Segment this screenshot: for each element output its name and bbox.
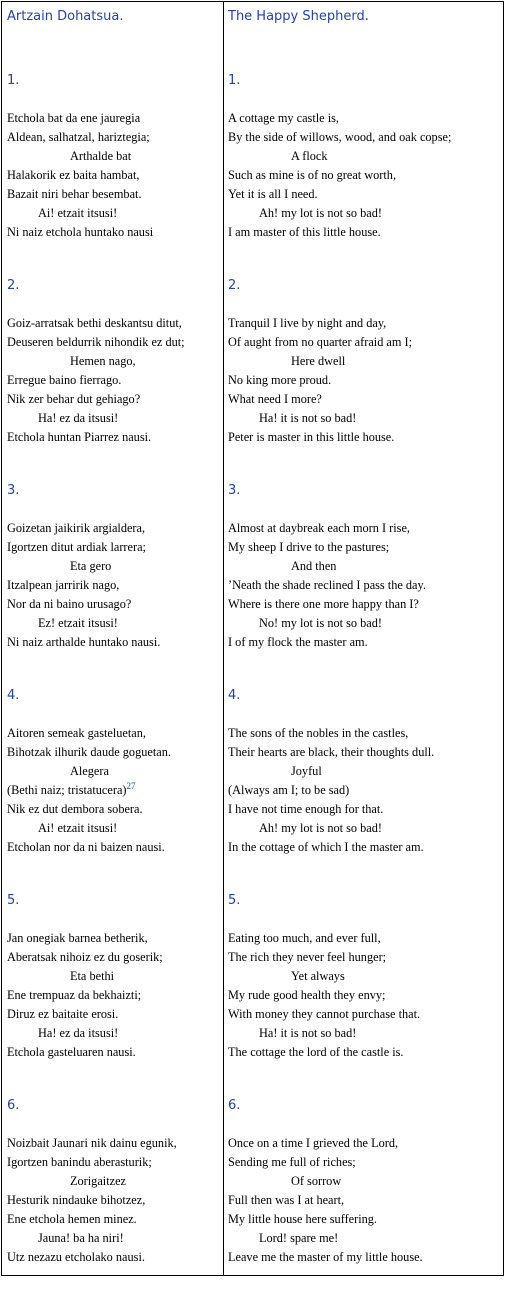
verse-line — [228, 838, 434, 857]
verse-line — [228, 166, 451, 185]
verse-text: Itzalpean jarririk nago, — [7, 578, 120, 592]
stanza-lines — [7, 519, 160, 652]
verse-text: Diruz ez baitaite erosi. — [7, 1007, 119, 1021]
verse-line — [7, 166, 153, 185]
verse-text: Hemen nago, — [70, 354, 136, 368]
verse-text: Goizetan jaikirik argialdera, — [7, 521, 146, 535]
verse-text: Here dwell — [291, 354, 346, 368]
verse-text: Ni naiz arthalde huntako nausi. — [7, 635, 161, 649]
verse-text: A flock — [291, 149, 328, 163]
verse-text: By the side of willows, wood, and oak copse; — [228, 130, 452, 144]
verse-line — [228, 1191, 423, 1210]
stanza-number: 6. — [7, 1098, 20, 1113]
verse-line — [228, 147, 451, 166]
stanza-lines — [7, 314, 185, 447]
verse-line — [7, 557, 160, 576]
verse-line — [7, 1134, 177, 1153]
stanza-number: 3. — [228, 483, 241, 498]
verse-text: Their hearts are black, their thoughts dull. — [228, 745, 435, 759]
stanza-lines — [228, 519, 426, 652]
verse-text: No king more proud. — [228, 373, 332, 387]
verse-line — [7, 314, 185, 333]
verse-line — [228, 409, 412, 428]
verse-line — [7, 1043, 163, 1062]
stanza-lines — [7, 109, 153, 242]
verse-line — [7, 390, 185, 409]
stanza-number: 6. — [228, 1098, 241, 1113]
verse-text: In the cottage of which I the master am. — [228, 840, 424, 854]
stanza-lines — [7, 929, 163, 1062]
verse-line — [7, 633, 160, 652]
verse-line — [228, 371, 412, 390]
verse-line — [7, 519, 160, 538]
verse-line — [7, 1229, 177, 1248]
verse-text: Almost at daybreak each morn I rise, — [228, 521, 410, 535]
verse-line — [228, 800, 434, 819]
verse-line — [228, 557, 426, 576]
verse-text: Bihotzak ilhurik daude goguetan. — [7, 745, 171, 759]
verse-line — [7, 147, 153, 166]
verse-line — [228, 986, 420, 1005]
verse-text: Zorigaitzez — [70, 1174, 126, 1188]
verse-line — [228, 314, 412, 333]
basque-title: Artzain Dohatsua. — [7, 9, 124, 24]
verse-line — [7, 800, 171, 819]
verse-text: Arthalde bat — [70, 149, 132, 163]
verse-line — [7, 1191, 177, 1210]
verse-text: (Always am I; to be sad) — [228, 783, 350, 797]
stanza-number: 4. — [228, 688, 241, 703]
verse-text: Nik zer behar dut gehiago? — [7, 392, 141, 406]
verse-text: Sending me full of riches; — [228, 1155, 356, 1169]
verse-line — [228, 819, 434, 838]
verse-text: With money they cannot purchase that. — [228, 1007, 421, 1021]
verse-line — [7, 1153, 177, 1172]
verse-text: Goiz-arratsak bethi deskantsu ditut, — [7, 316, 182, 330]
verse-text: Erregue baino fierrago. — [7, 373, 122, 387]
verse-line — [7, 1210, 177, 1229]
verse-text: Bazait niri behar besembat. — [7, 187, 142, 201]
stanza-number: 5. — [228, 893, 241, 908]
verse-text: Halakorik ez baita hambat, — [7, 168, 140, 182]
verse-text: Ha! it is not so bad! — [259, 411, 357, 425]
english-title: The Happy Shepherd. — [228, 9, 369, 24]
verse-line — [7, 538, 160, 557]
verse-text: Etchola bat da ene jauregia — [7, 111, 141, 125]
verse-text: Of aught from no quarter afraid am I; — [228, 335, 413, 349]
verse-line — [7, 109, 153, 128]
verse-line — [228, 128, 451, 147]
stanza-number: 3. — [7, 483, 20, 498]
verse-text: Ai! etzait itsusi! — [38, 206, 118, 220]
column-divider — [223, 2, 224, 1275]
verse-text: I of my flock the master am. — [228, 635, 368, 649]
verse-line — [7, 185, 153, 204]
verse-text: Yet it is all I need. — [228, 187, 318, 201]
verse-line — [7, 948, 163, 967]
verse-text: Aitoren semeak gasteluetan, — [7, 726, 146, 740]
verse-line — [228, 1153, 423, 1172]
verse-text: (Bethi naiz; tristatucera) — [7, 783, 127, 797]
verse-text: Utz nezazu etcholako nausi. — [7, 1250, 145, 1264]
verse-line — [7, 781, 171, 800]
verse-text: Ene etchola hemen minez. — [7, 1212, 137, 1226]
verse-text: Tranquil I live by night and day, — [228, 316, 387, 330]
verse-text: Of sorrow — [291, 1174, 342, 1188]
verse-line — [228, 1210, 423, 1229]
verse-line — [228, 929, 420, 948]
verse-line — [7, 576, 160, 595]
verse-line — [7, 1248, 177, 1267]
stanza-number: 1. — [228, 73, 241, 88]
verse-line — [7, 762, 171, 781]
verse-line — [7, 428, 185, 447]
verse-text: Nor da ni baino urusago? — [7, 597, 132, 611]
verse-text: Ez! etzait itsusi! — [38, 616, 118, 630]
verse-line — [7, 1024, 163, 1043]
verse-text: Eta gero — [70, 559, 112, 573]
stanza-lines — [228, 724, 434, 857]
verse-line — [228, 781, 434, 800]
stanza-lines — [228, 314, 412, 447]
stanza-number: 2. — [7, 278, 20, 293]
verse-text: Joyful — [291, 764, 322, 778]
verse-text: What need I more? — [228, 392, 322, 406]
stanza-lines — [7, 724, 171, 857]
verse-line — [7, 929, 163, 948]
verse-text: The cottage the lord of the castle is. — [228, 1045, 404, 1059]
verse-text: Full then was I at heart, — [228, 1193, 345, 1207]
verse-line — [228, 1229, 423, 1248]
verse-text: Where is there one more happy than I? — [228, 597, 419, 611]
verse-line — [228, 762, 434, 781]
verse-line — [228, 428, 412, 447]
verse-line — [7, 986, 163, 1005]
verse-text: Etchola huntan Piarrez nausi. — [7, 430, 152, 444]
verse-line — [228, 333, 412, 352]
verse-line — [7, 967, 163, 986]
verse-line — [7, 743, 171, 762]
verse-text: Deuseren beldurrik nihondik ez dut; — [7, 335, 185, 349]
verse-line — [228, 1172, 423, 1191]
stanza-lines — [7, 1134, 177, 1267]
verse-text: My little house here suffering. — [228, 1212, 378, 1226]
verse-line — [7, 223, 153, 242]
verse-text: A cottage my castle is, — [228, 111, 339, 125]
verse-text: Eta bethi — [70, 969, 115, 983]
verse-line — [7, 838, 171, 857]
verse-text: Noizbait Jaunari nik dainu egunik, — [7, 1136, 177, 1150]
verse-text: Ha! it is not so bad! — [259, 1026, 357, 1040]
stanza-number: 2. — [228, 278, 241, 293]
verse-text: Ha! ez da itsusi! — [38, 411, 119, 425]
verse-text: The sons of the nobles in the castles, — [228, 726, 409, 740]
verse-line — [7, 1005, 163, 1024]
verse-line — [228, 538, 426, 557]
stanza-lines — [228, 109, 451, 242]
verse-line — [7, 352, 185, 371]
verse-text: Nik ez dut dembora sobera. — [7, 802, 143, 816]
verse-text: Eating too much, and ever full, — [228, 931, 381, 945]
verse-line — [228, 1248, 423, 1267]
verse-line — [228, 204, 451, 223]
verse-line — [228, 352, 412, 371]
verse-line — [228, 948, 420, 967]
verse-text: Jauna! ba ha niri! — [38, 1231, 124, 1245]
verse-text: And then — [291, 559, 337, 573]
verse-text: Etcholan nor da ni baizen nausi. — [7, 840, 165, 854]
stanza-number: 1. — [7, 73, 20, 88]
stanza-number: 5. — [7, 893, 20, 908]
verse-line — [228, 185, 451, 204]
verse-text: Ene trempuaz da bekhaizti; — [7, 988, 142, 1002]
verse-line — [228, 390, 412, 409]
verse-text: Igortzen ditut ardiak larrera; — [7, 540, 146, 554]
verse-text: I am master of this little house. — [228, 225, 381, 239]
verse-text: Aberatsak nihoiz ez du goserik; — [7, 950, 163, 964]
verse-text: Ah! my lot is not so bad! — [259, 821, 382, 835]
verse-text: My sheep I drive to the pastures; — [228, 540, 390, 554]
verse-line — [228, 1005, 420, 1024]
verse-line — [7, 1172, 177, 1191]
verse-line — [228, 519, 426, 538]
verse-text: Ni naiz etchola huntako nausi — [7, 225, 154, 239]
verse-line — [7, 128, 153, 147]
verse-line — [7, 614, 160, 633]
verse-text: Ai! etzait itsusi! — [38, 821, 118, 835]
verse-text: Such as mine is of no great worth, — [228, 168, 397, 182]
verse-line — [228, 1134, 423, 1153]
verse-line — [7, 595, 160, 614]
verse-line — [228, 614, 426, 633]
verse-line — [228, 595, 426, 614]
verse-text: Etchola gasteluaren nausi. — [7, 1045, 136, 1059]
verse-text: Lord! spare me! — [259, 1231, 339, 1245]
verse-text: Jan onegiak barnea betherik, — [7, 931, 148, 945]
verse-text: Aldean, salhatzal, hariztegia; — [7, 130, 150, 144]
stanza-lines — [228, 1134, 423, 1267]
verse-line — [228, 223, 451, 242]
verse-text: Alegera — [70, 764, 109, 778]
verse-line — [228, 1043, 420, 1062]
verse-line — [7, 333, 185, 352]
verse-line — [228, 633, 426, 652]
verse-text: Ha! ez da itsusi! — [38, 1026, 119, 1040]
verse-text: Igortzen banindu aberasturik; — [7, 1155, 152, 1169]
verse-line — [228, 967, 420, 986]
verse-text: No! my lot is not so bad! — [259, 616, 382, 630]
footnote-link[interactable]: 27 — [126, 780, 136, 791]
verse-line — [228, 109, 451, 128]
verse-line — [7, 819, 171, 838]
verse-text: ’Neath the shade reclined I pass the day. — [228, 578, 426, 592]
verse-text: I have not time enough for that. — [228, 802, 384, 816]
verse-line — [228, 576, 426, 595]
verse-text: Ah! my lot is not so bad! — [259, 206, 382, 220]
verse-text: Hesturik nindauke bihotzez, — [7, 1193, 146, 1207]
verse-line — [7, 724, 171, 743]
poem-table — [1, 1, 504, 1276]
stanza-lines — [228, 929, 420, 1062]
verse-line — [228, 724, 434, 743]
verse-line — [7, 409, 185, 428]
verse-text: Once on a time I grieved the Lord, — [228, 1136, 399, 1150]
verse-text: Leave me the master of my little house. — [228, 1250, 423, 1264]
verse-line — [228, 1024, 420, 1043]
verse-line — [7, 371, 185, 390]
verse-text: Peter is master in this little house. — [228, 430, 395, 444]
verse-text: Yet always — [291, 969, 345, 983]
verse-text: The rich they never feel hunger; — [228, 950, 387, 964]
verse-text: My rude good health they envy; — [228, 988, 386, 1002]
verse-line — [228, 743, 434, 762]
stanza-number: 4. — [7, 688, 20, 703]
verse-line — [7, 204, 153, 223]
